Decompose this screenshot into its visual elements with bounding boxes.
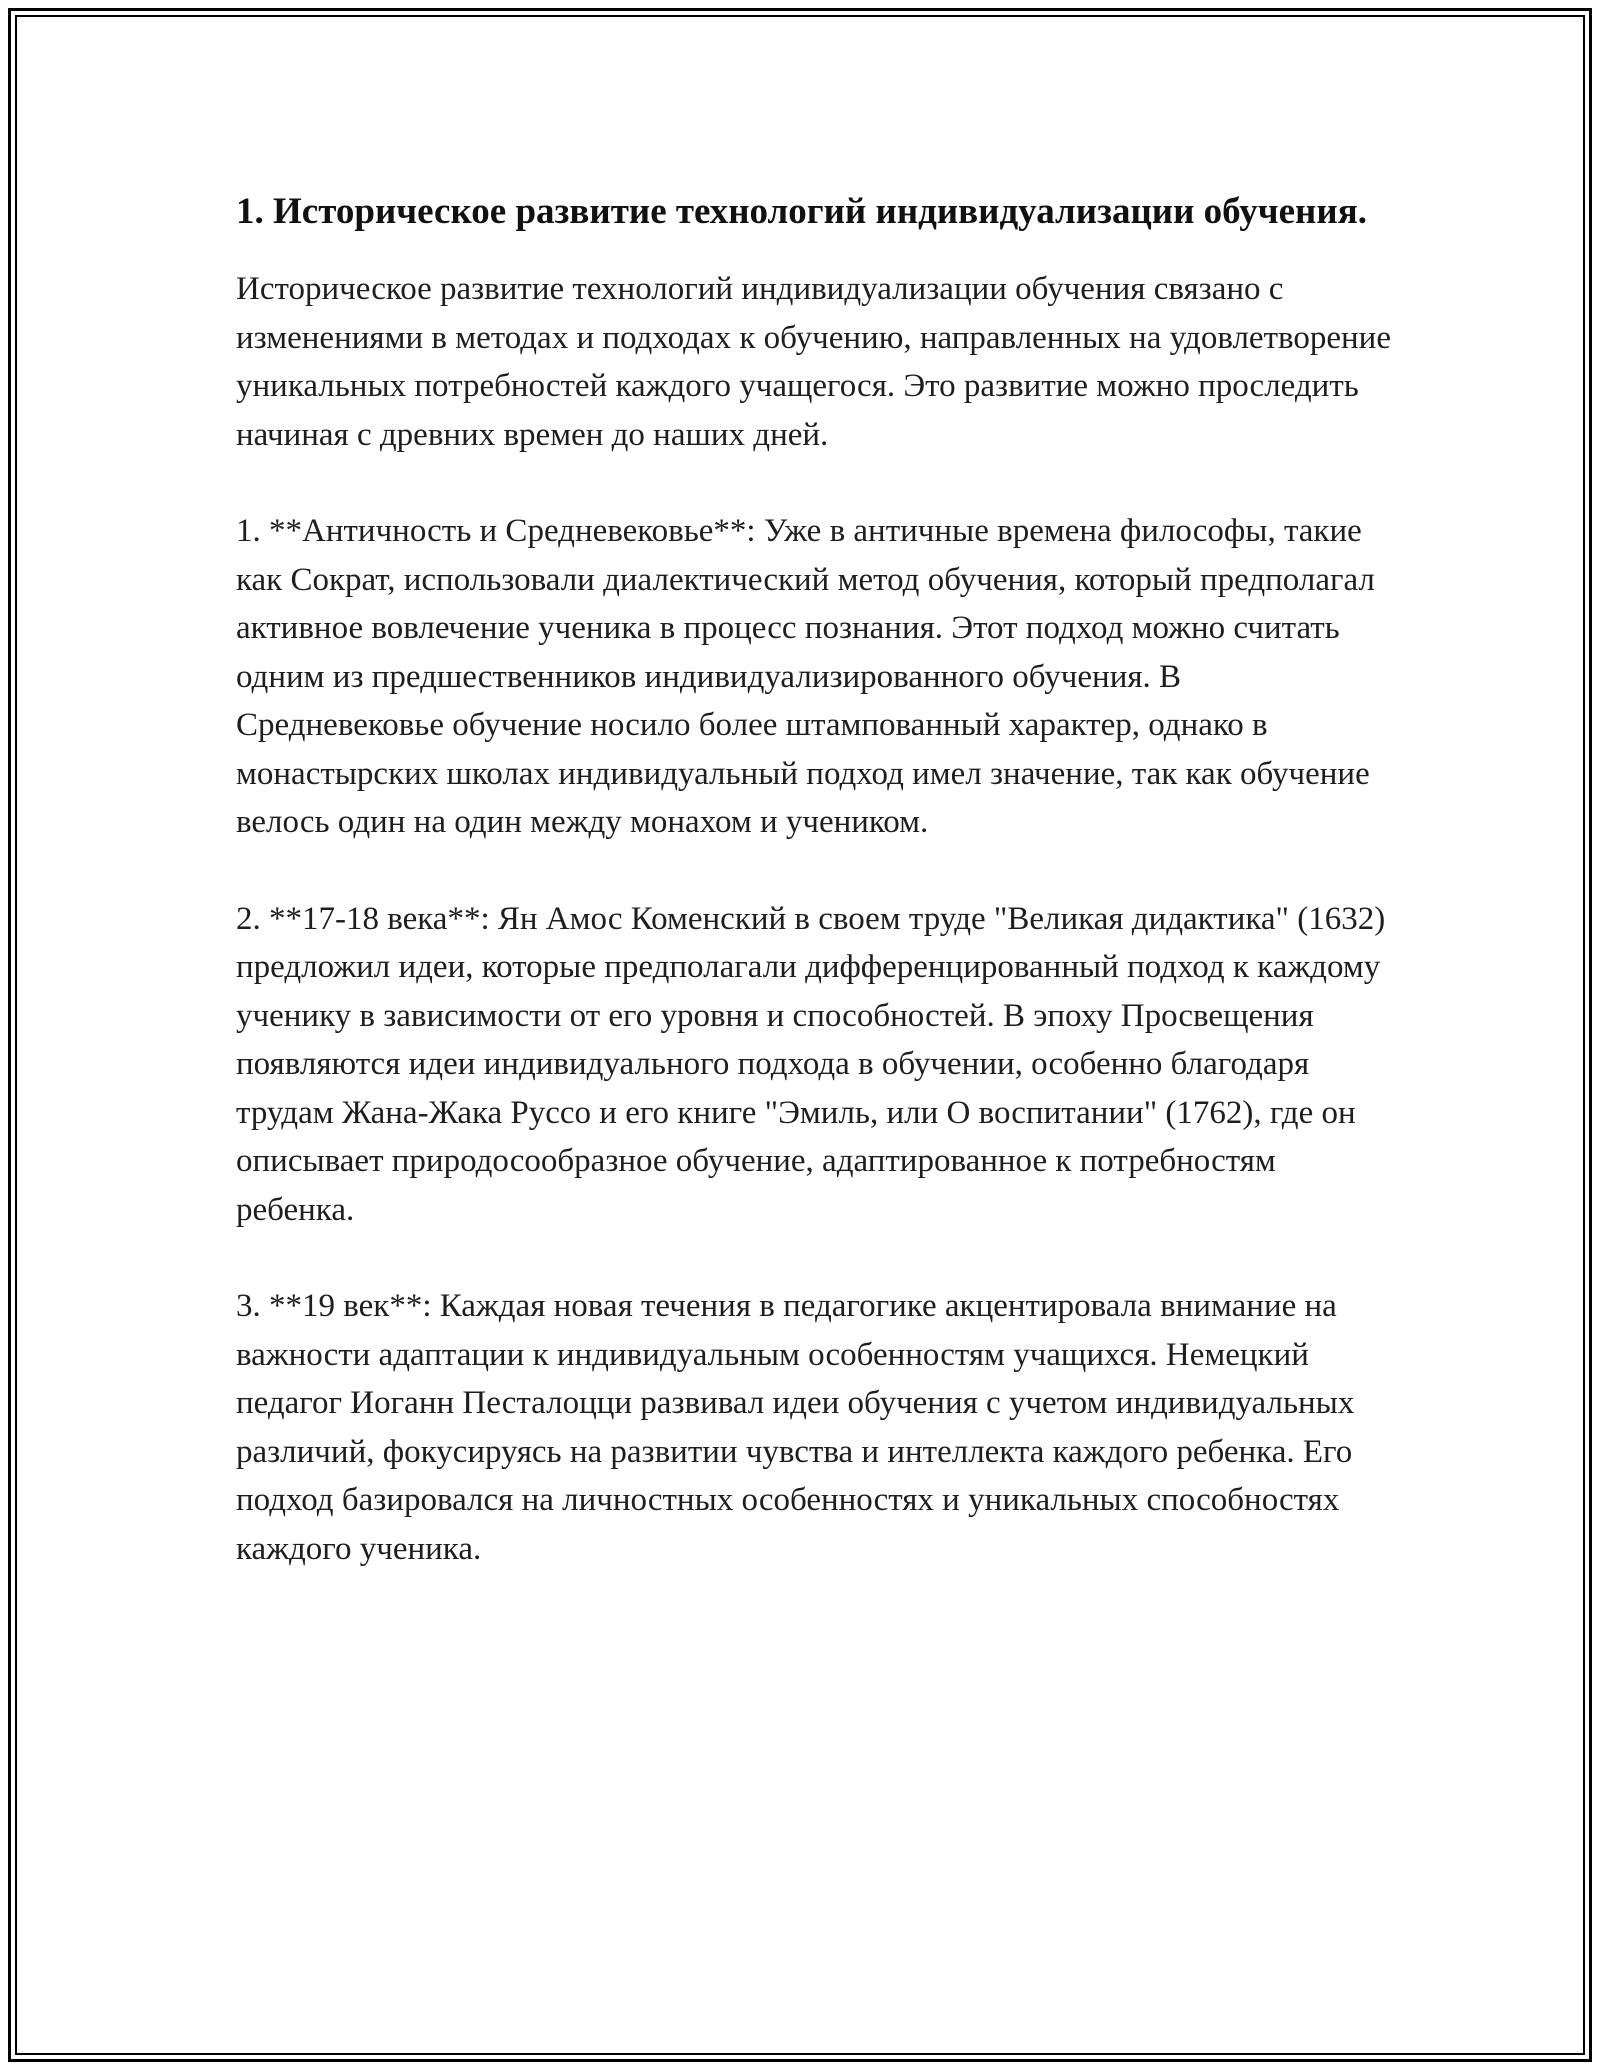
paragraph-17-18-centuries: 2. **17-18 века**: Ян Амос Коменский в своем труде "Великая дидактика" (1632) предложил идеи, которые предполагали дифференцированный подход к каждому ученику в зависимости от его уровня и способностей. В эпоху Просвещения появляются идеи индивидуального подхода в обучении, особенно благодаря трудам Жана-Жака Руссо и его книге "Эмиль, или О воспитании" (1762), где он описывает природосообразное обучение, адаптированное к потребностям ребенка. xyxy=(236,900,1386,1228)
intro-paragraph: Историческое развитие технологий индивидуализации обучения связано с изменениями в методах и подходах к обучению, направленных на удовлетворение уникальных потребностей каждого учащегося. Это развитие можно проследить начиная с древних времен до наших дней. xyxy=(236,271,1391,453)
document-body xyxy=(236,185,1396,1621)
section-heading: 1. Историческое развитие технологий индивидуализации обучения. xyxy=(236,191,1367,232)
paragraph-19-century: 3. **19 век**: Каждая новая течения в педагогике акцентировала внимание на важности адаптации к индивидуальным особенностям учащихся. Немецкий педагог Иоганн Песталоцци развивал идеи обучения с учетом индивидуальных различий, фокусируясь на развитии чувства и интеллекта каждого ребенка. Его подход базировался на личностных особенностях и уникальных способностях каждого ученика. xyxy=(236,1288,1355,1567)
paragraph-antiquity: 1. **Античность и Средневековье**: Уже в античные времена философы, такие как Сократ, использовали диалектический метод обучения, который предполагал активное вовлечение ученика в процесс познания. Этот подход можно считать одним из предшественников индивидуализированного обучения. В Средневековье обучение носило более штампованный характер, однако в монастырских школах индивидуальный подход имел значение, так как обучение велось один на один между монахом и учеником. xyxy=(236,513,1375,840)
